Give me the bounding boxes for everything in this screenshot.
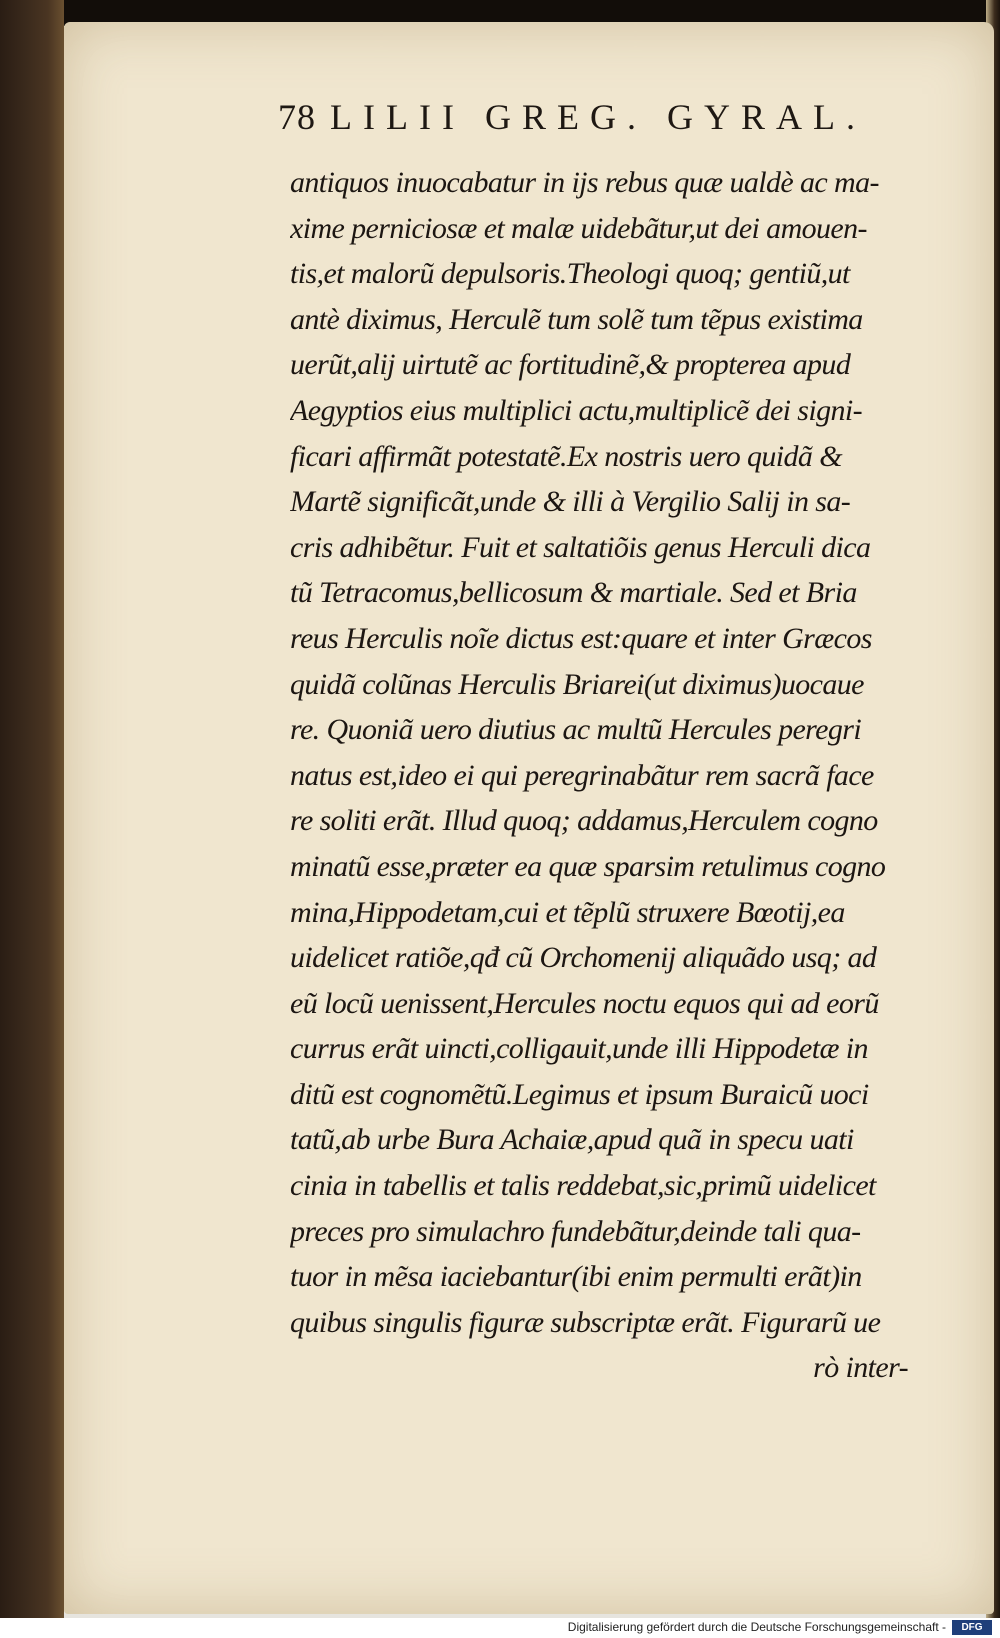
text-line: quidã colũnas Herculis Briarei(ut diximus)uocaue xyxy=(290,667,864,701)
text-line: tũ Tetracomus,bellicosum & martiale. Sed et Bria xyxy=(290,576,857,610)
text-line: xime perniciosæ et malæ uidebãtur,ut dei amouen- xyxy=(290,211,867,245)
running-title: LILII GREG. GYRAL. xyxy=(330,97,866,137)
text-line: cris adhibẽtur. Fuit et saltatiõis genus Herculi dica xyxy=(290,530,871,564)
text-line: natus est,ideo ei qui peregrinabãtur rem sacrã face xyxy=(290,758,874,792)
text-line: ficari affirmãt potestatẽ.Ex nostris uero quidã & xyxy=(290,439,842,473)
page-number: 78 xyxy=(278,97,316,137)
text-line: preces pro simulachro fundebãtur,deinde tali qua- xyxy=(290,1214,861,1248)
text-line: cinia in tabellis et talis reddebat,sic,primũ uidelicet xyxy=(290,1169,876,1203)
text-line: Aegyptios eius multiplici actu,multiplicẽ dei signi- xyxy=(290,393,863,427)
catchword: rò inter- xyxy=(813,1351,908,1385)
dfg-logo: DFG xyxy=(952,1620,992,1635)
text-line: tatũ,ab urbe Bura Achaiæ,apud quã in specu uati xyxy=(290,1123,854,1157)
text-line: quibus singulis figuræ subscriptæ erãt. Figurarũ ue xyxy=(290,1305,881,1339)
text-line: uerũt,alij uirtutẽ ac fortitudinẽ,& propterea apud xyxy=(290,348,851,382)
text-line: eũ locũ uenissent,Hercules noctu equos qui ad eorũ xyxy=(290,986,879,1020)
text-line: antiquos inuocabatur in ijs rebus quæ ualdè ac ma- xyxy=(290,166,879,199)
text-line: currus erãt uincti,colligauit,unde illi Hippodetæ in xyxy=(290,1032,868,1066)
dfg-credit: Digitalisierung gefördert durch die Deutsche Forschungsgemeinschaft - xyxy=(567,1620,946,1634)
text-line: minatũ esse,præter ea quæ sparsim retulimus cogno xyxy=(290,849,886,883)
text-line: re soliti erãt. Illud quoq; addamus,Herculem cogno xyxy=(290,804,878,838)
text-line: tuor in mẽsa iaciebantur(ibi enim permulti erãt)in xyxy=(290,1260,862,1294)
text-line: Martẽ significãt,unde & illi à Vergilio Salij in sa- xyxy=(290,485,851,519)
text-line: ditũ est cognomẽtũ.Legimus et ipsum Buraicũ uoci xyxy=(290,1077,869,1111)
digitization-footer xyxy=(0,1618,1000,1638)
running-header xyxy=(278,96,918,138)
book-cover-edge xyxy=(0,0,64,1618)
text-line: uidelicet ratiõe,qđ cũ Orchomenij aliquãdo usq; ad xyxy=(290,941,877,975)
text-line: tis,et malorũ depulsoris.Theologi quoq; gentiũ,ut xyxy=(290,257,850,291)
text-line: antè diximus, Herculẽ tum solẽ tum tẽpus existima xyxy=(290,302,863,336)
body-text xyxy=(290,160,930,1391)
text-line: re. Quoniã uero diutius ac multũ Hercules peregri xyxy=(290,713,862,747)
text-line: reus Herculis noĩe dictus est:quare et inter Græcos xyxy=(290,621,872,655)
text-line: mina,Hippodetam,cui et tẽplũ struxere Bœotij,ea xyxy=(290,895,845,929)
